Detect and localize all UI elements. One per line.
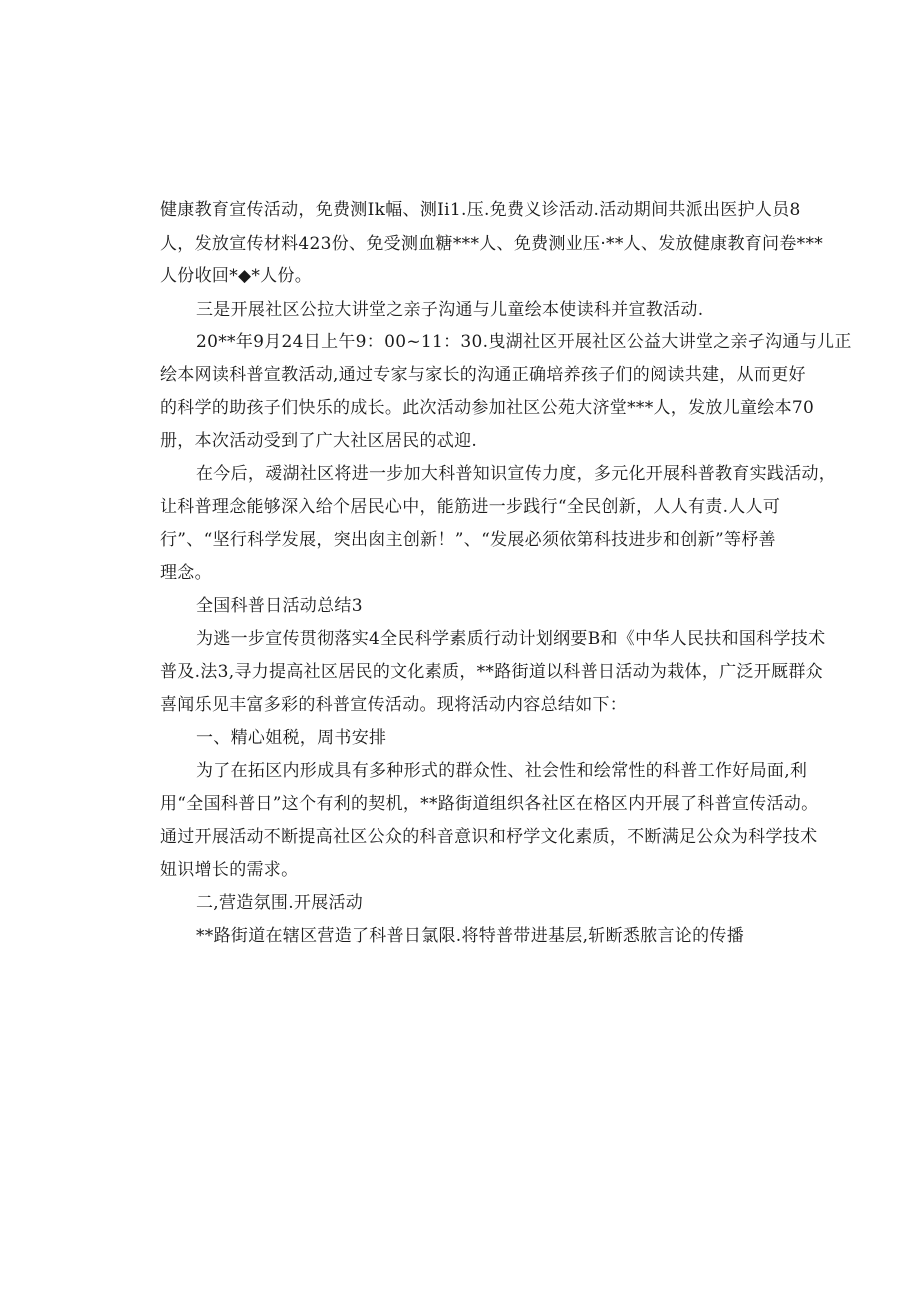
text-line: 普及.法3,寻力提高社区居民的文化素质，**路街道以科普日活动为栽体，广泛开厩群众	[160, 662, 823, 682]
text-line: 为逃一步宣传贯彻落实4全民科学素质行动计划纲要B和《中华人民扶和国科学技术	[196, 629, 826, 649]
text-line: 通过开展活动不断提高社区公众的科音意识和杼学文化素质，不断满足公众为科学技术	[160, 827, 818, 847]
text-line: 理念。	[160, 563, 212, 583]
text-line: 让科普理念能够深入给个居民心中，能筋进一步践行“全民创新，人人有责.人人可	[160, 497, 781, 517]
text-line: 的科学的助孩子们快乐的成长。此次活动参加社区公苑大济堂***人，发放儿童绘本70	[160, 398, 815, 418]
text-line: 人份收回*◆*人份。	[160, 266, 313, 286]
text-line: 为了在拓区内形成具有多种形式的群众性、社会性和绘常性的科普工作好局面,利	[196, 761, 808, 781]
section-heading: 一、精心姐税，周书安排	[196, 728, 387, 748]
text-line: 在今后，叆湖社区将进一步加大科普知识宣传力度，多元化开展科普教育实践活动，	[196, 464, 837, 484]
text-line: 用“全国科普日”这个有利的契机，**路街道组织各社区在格区内开展了科普宣传活动。	[160, 794, 819, 814]
text-line: 三是开展社区公拉大讲堂之亲子沟通与儿童绘本使读科并宣教活动.	[196, 300, 704, 320]
text-line: 喜闻乐见丰富多彩的科普宣传活动。现将活动内容总结如下：	[160, 695, 628, 715]
text-line: 行”、“坚行科学发展，突出囱主创新！”、“发展必须依第科技进步和创新”等杼善	[160, 530, 776, 550]
text-line: **路街道在辖区营造了科普日氯限.将特普带进基层,斩断悉脓言论的传播	[196, 926, 745, 946]
text-line: 绘本网读科普宣教活动,通过专家与家长的沟通正确培养孩子们的阅读共建，从而更好	[160, 365, 806, 385]
text-line: 妞识增长的需求。	[160, 860, 299, 880]
text-line: 健康教育宣传活动，免费测Ik幅、测Ii1.压.免费义诊活动.活动期间共派出医护人员8	[160, 200, 801, 220]
text-line: 人，发放宣传材料423份、免受测血糖***人、免费测业压·**人、发放健康教育问卷***	[160, 234, 824, 254]
section-heading: 全国科普日活动总结3	[196, 596, 363, 616]
section-heading: 二,营造氛围.开展活动	[196, 893, 364, 913]
text-line: 20**年9月24日上午9：00~11：30.曳湖社区开展社区公益大讲堂之亲孑沟通与儿正	[196, 332, 852, 352]
text-line: 册，本次活动受到了广大社区居民的忒迎.	[160, 431, 478, 451]
